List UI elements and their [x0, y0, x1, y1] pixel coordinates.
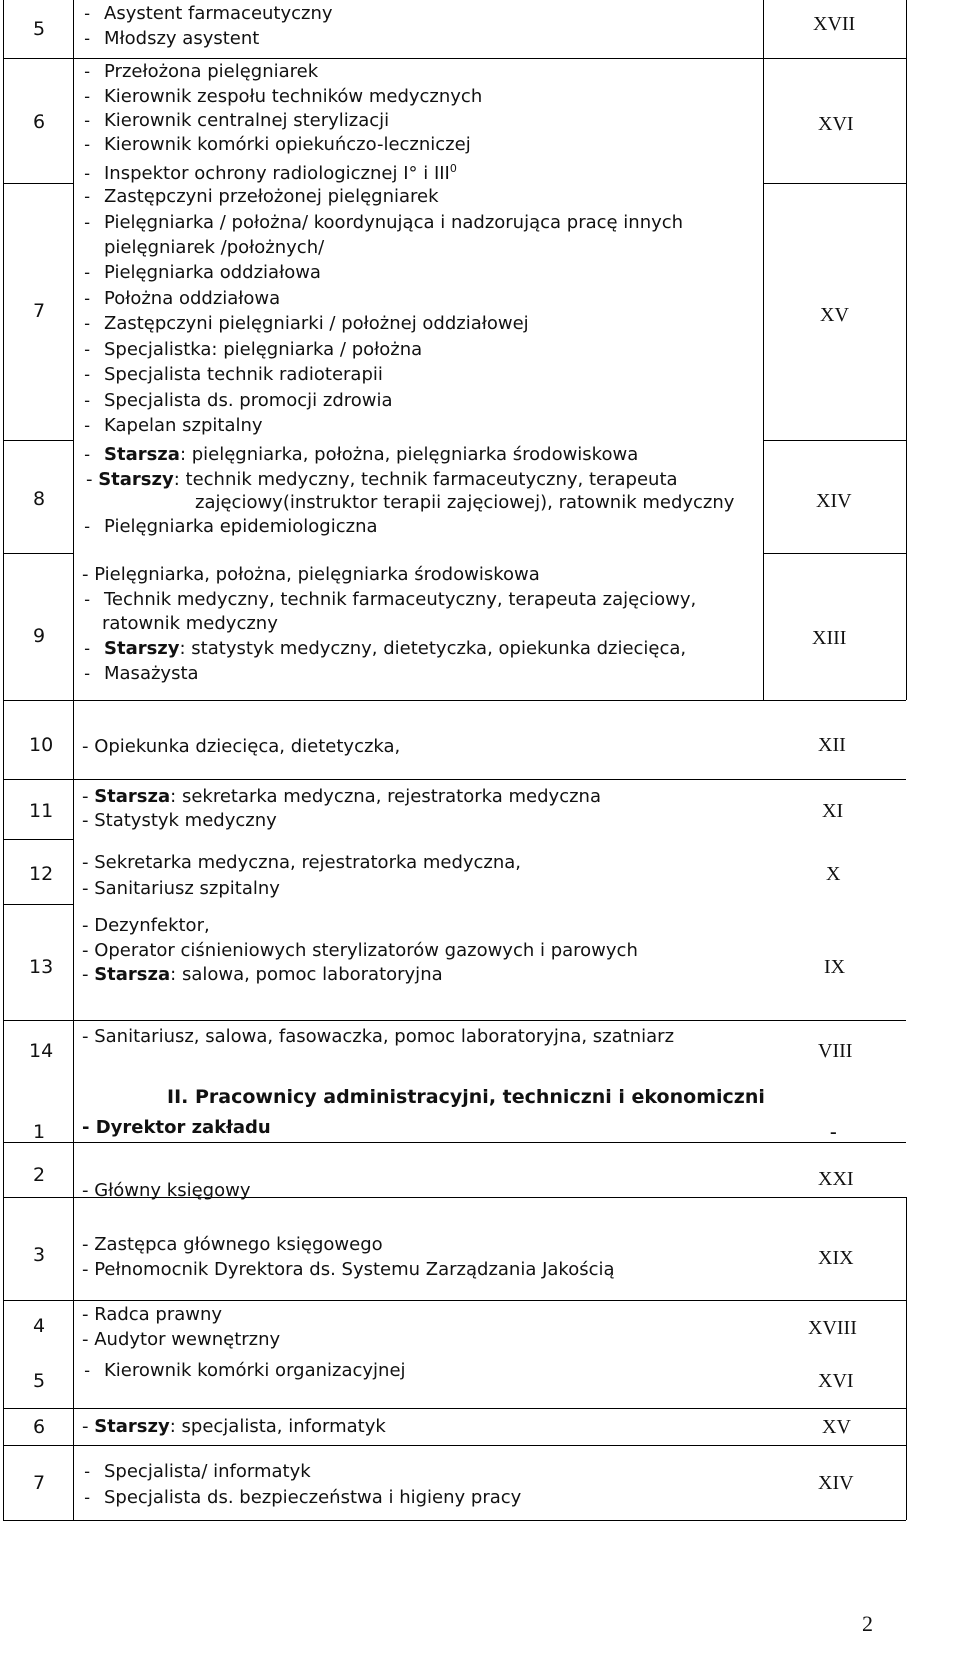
grade-label: IX	[824, 956, 846, 978]
row-number: 13	[29, 956, 54, 978]
list-item	[82, 1360, 406, 1382]
row-number: 12	[29, 863, 54, 885]
grade-label: XVIII	[808, 1317, 857, 1339]
row-divider	[3, 1300, 906, 1301]
position-label: pielęgniarek /położnych/	[104, 237, 325, 258]
table-border-right-lower	[906, 1197, 907, 1520]
row-divider	[3, 1408, 906, 1409]
row-divider	[3, 904, 73, 905]
position-prefix-bold: Starsza	[104, 444, 180, 465]
list-item: - Pełnomocnik Dyrektora ds. Systemu Zarządzania Jakością	[82, 1259, 615, 1280]
grade-label: VIII	[818, 1040, 853, 1062]
dash-marker: -	[82, 87, 93, 107]
position-label: Młodszy asystent	[104, 28, 260, 49]
dash-marker: -	[82, 135, 93, 155]
position-label: Specjalista ds. promocji zdrowia	[104, 390, 393, 411]
position-label: Inspektor ochrony radiologicznej I° i III	[104, 163, 450, 184]
position-label: Zastępczyni przełożonej pielęgniarek	[104, 186, 439, 207]
dash-marker: -	[82, 29, 93, 49]
position-label: - Dezynfektor,	[82, 915, 210, 936]
row-divider	[3, 440, 73, 441]
dash-marker: -	[82, 314, 93, 334]
position-label: Położna oddziałowa	[104, 288, 281, 309]
list-item	[82, 288, 280, 310]
row-divider	[3, 1445, 906, 1446]
list-item	[82, 212, 683, 234]
dash-marker: -	[82, 213, 93, 233]
list-item	[82, 110, 389, 132]
list-item	[82, 415, 263, 437]
list-item	[82, 158, 457, 185]
grade-label: XV	[820, 304, 849, 326]
row-divider	[3, 779, 906, 780]
table-border-left	[3, 0, 4, 1520]
list-item	[82, 339, 422, 361]
position-label: Przełożona pielęgniarek	[104, 61, 319, 82]
row-number: 6	[33, 1416, 46, 1438]
list-item: - Zastępca głównego księgowego	[82, 1234, 383, 1255]
list-item	[82, 1461, 311, 1483]
list-item	[82, 262, 321, 284]
list-item	[82, 1487, 521, 1509]
list-item	[82, 28, 259, 50]
dash-marker: -	[82, 1462, 93, 1482]
row-divider	[3, 700, 906, 701]
dash-marker: -	[82, 1416, 95, 1437]
row-number: 10	[29, 734, 54, 756]
row-number: 11	[29, 800, 54, 822]
list-item: - Dyrektor zakładu	[82, 1117, 271, 1138]
position-label: Specjalista technik radioterapii	[104, 364, 383, 385]
list-item	[86, 469, 678, 491]
dash-marker: -	[82, 62, 93, 82]
position-label: zajęciowy(instruktor terapii zajęciowej), ratownik medyczny	[195, 492, 735, 513]
list-item	[82, 1416, 386, 1438]
list-item	[82, 134, 471, 156]
position-label: Asystent farmaceutyczny	[104, 3, 333, 24]
row-number: 1	[33, 1121, 46, 1143]
list-item	[82, 61, 318, 83]
position-label: - Sanitariusz szpitalny	[82, 878, 280, 899]
grade-label: XIX	[818, 1247, 854, 1269]
row-divider	[3, 839, 73, 840]
position-label: Kapelan szpitalny	[104, 415, 263, 436]
superscript: 0	[449, 162, 457, 175]
dash-marker: -	[82, 1488, 93, 1508]
position-label: Kierownik centralnej sterylizacji	[104, 110, 390, 131]
dash-marker: -	[82, 786, 95, 807]
dash-marker: -	[82, 187, 93, 207]
row-divider	[3, 58, 906, 59]
position-label: Kierownik komórki opiekuńczo-leczniczej	[104, 134, 471, 155]
position-prefix-bold: Starsza	[94, 786, 171, 807]
grade-label: XVI	[818, 113, 854, 135]
position-label: : pielęgniarka, położna, pielęgniarka środowiskowa	[179, 444, 639, 465]
position-prefix-bold: Starszy	[104, 638, 180, 659]
position-label: - Statystyk medyczny	[82, 810, 277, 831]
table-border-bottom	[3, 1520, 906, 1521]
list-item	[82, 86, 482, 108]
grade-label: XIV	[818, 1472, 854, 1494]
row-number: 6	[33, 111, 46, 133]
dash-marker: -	[82, 590, 93, 610]
row-number: 7	[33, 300, 46, 322]
list-item	[82, 736, 400, 758]
list-item	[102, 613, 278, 635]
position-label: : statystyk medyczny, dietetyczka, opiekunka dziecięca,	[179, 638, 687, 659]
position-prefix-bold: Starszy	[98, 469, 174, 490]
list-item	[82, 364, 383, 386]
position-label: Kierownik zespołu techników medycznych	[104, 86, 483, 107]
page-number: 2	[862, 1611, 873, 1636]
grade-label: XI	[822, 800, 844, 822]
grade-label: XII	[818, 734, 846, 756]
position-label: Pielęgniarka epidemiologiczna	[104, 516, 378, 537]
dash-marker: -	[82, 289, 93, 309]
dash-marker: -	[82, 365, 93, 385]
section-title: II. Pracownicy administracyjni, techniczni i ekonomiczni	[167, 1086, 765, 1108]
list-item	[82, 964, 443, 986]
list-item	[82, 810, 277, 832]
dash-marker: -	[82, 4, 93, 24]
list-item: - Audytor wewnętrzny	[82, 1329, 281, 1350]
position-label: - Pielęgniarka, położna, pielęgniarka środowiskowa	[82, 564, 540, 585]
list-item	[82, 878, 280, 900]
position-label: ratownik medyczny	[102, 613, 278, 634]
list-item	[82, 444, 638, 466]
row-number: 8	[33, 488, 46, 510]
dash-marker: -	[86, 469, 99, 490]
dash-marker: -	[82, 964, 95, 985]
position-label: - Sekretarka medyczna, rejestratorka medyczna,	[82, 852, 522, 873]
list-item	[82, 915, 210, 937]
grade-label: XXI	[818, 1168, 854, 1190]
row-divider	[763, 183, 906, 184]
table-border-col1	[73, 0, 74, 1520]
list-item	[82, 663, 199, 685]
row-number: 7	[33, 1472, 46, 1494]
grade-label: -	[830, 1121, 837, 1143]
position-label: : technik medyczny, technik farmaceutyczny, terapeuta	[173, 469, 678, 490]
table-border-right	[906, 0, 907, 700]
row-number: 5	[33, 1370, 46, 1392]
row-divider	[3, 183, 73, 184]
list-item: - Główny księgowy	[82, 1180, 251, 1201]
list-item	[104, 237, 324, 259]
position-label: Zastępczyni pielęgniarki / położnej oddziałowej	[104, 313, 529, 334]
row-divider	[3, 553, 73, 554]
grade-label: XVI	[818, 1370, 854, 1392]
position-label: Technik medyczny, technik farmaceutyczny, terapeuta zajęciowy,	[104, 589, 697, 610]
position-label: Pielęgniarka oddziałowa	[104, 262, 321, 283]
dash-marker: -	[82, 263, 93, 283]
list-item: - Radca prawny	[82, 1304, 223, 1325]
list-item	[82, 564, 540, 586]
dash-marker: -	[82, 639, 93, 659]
list-item	[82, 186, 439, 208]
list-item	[82, 638, 686, 660]
row-divider	[3, 1142, 906, 1143]
list-item	[195, 492, 734, 514]
row-divider	[763, 553, 906, 554]
list-item	[82, 940, 638, 962]
grade-label: XVII	[813, 13, 856, 35]
row-number: 4	[33, 1315, 46, 1337]
row-number: 9	[33, 625, 46, 647]
position-label: : specjalista, informatyk	[169, 1416, 386, 1437]
list-item	[82, 1026, 674, 1048]
dash-marker: -	[82, 416, 93, 436]
dash-marker: -	[82, 445, 93, 465]
position-label: Specjalistka: pielęgniarka / położna	[104, 339, 423, 360]
row-number: 3	[33, 1244, 46, 1266]
position-label: Pielęgniarka / położna/ koordynująca i nadzorująca pracę innych	[104, 212, 684, 233]
list-item	[82, 3, 333, 25]
position-label: - Sanitariusz, salowa, fasowaczka, pomoc laboratoryjna, szatniarz	[82, 1026, 675, 1047]
position-label: : salowa, pomoc laboratoryjna	[170, 964, 443, 985]
dash-marker: -	[82, 664, 93, 684]
list-item	[82, 589, 696, 611]
position-prefix-bold: Starszy	[94, 1416, 170, 1437]
grade-label: XV	[822, 1416, 851, 1438]
position-label: Specjalista ds. bezpieczeństwa i higieny pracy	[104, 1487, 522, 1508]
position-label: - Operator ciśnieniowych sterylizatorów gazowych i parowych	[82, 940, 638, 961]
dash-marker: -	[82, 1361, 93, 1381]
position-label: Kierownik komórki organizacyjnej	[104, 1360, 406, 1381]
dash-marker: -	[82, 111, 93, 131]
grade-label: XIII	[812, 627, 847, 649]
position-label: - Opiekunka dziecięca, dietetyczka,	[82, 736, 401, 757]
position-label: Masażysta	[104, 663, 199, 684]
list-item	[82, 313, 529, 335]
dash-marker: -	[82, 391, 93, 411]
dash-marker: -	[82, 164, 93, 184]
position-prefix-bold: Starsza	[94, 964, 171, 985]
list-item	[82, 786, 601, 808]
list-item	[82, 852, 521, 874]
row-number: 5	[33, 18, 46, 40]
list-item	[82, 516, 378, 538]
list-item	[82, 390, 393, 412]
grade-label: X	[826, 863, 841, 885]
row-divider	[763, 440, 906, 441]
row-divider	[3, 1020, 906, 1021]
grade-label: XIV	[816, 490, 852, 512]
position-label: : sekretarka medyczna, rejestratorka medyczna	[170, 786, 601, 807]
row-number: 14	[29, 1040, 54, 1062]
table-border-col2	[763, 0, 764, 700]
dash-marker: -	[82, 340, 93, 360]
row-number: 2	[33, 1164, 46, 1186]
position-label: Specjalista/ informatyk	[104, 1461, 311, 1482]
dash-marker: -	[82, 517, 93, 537]
